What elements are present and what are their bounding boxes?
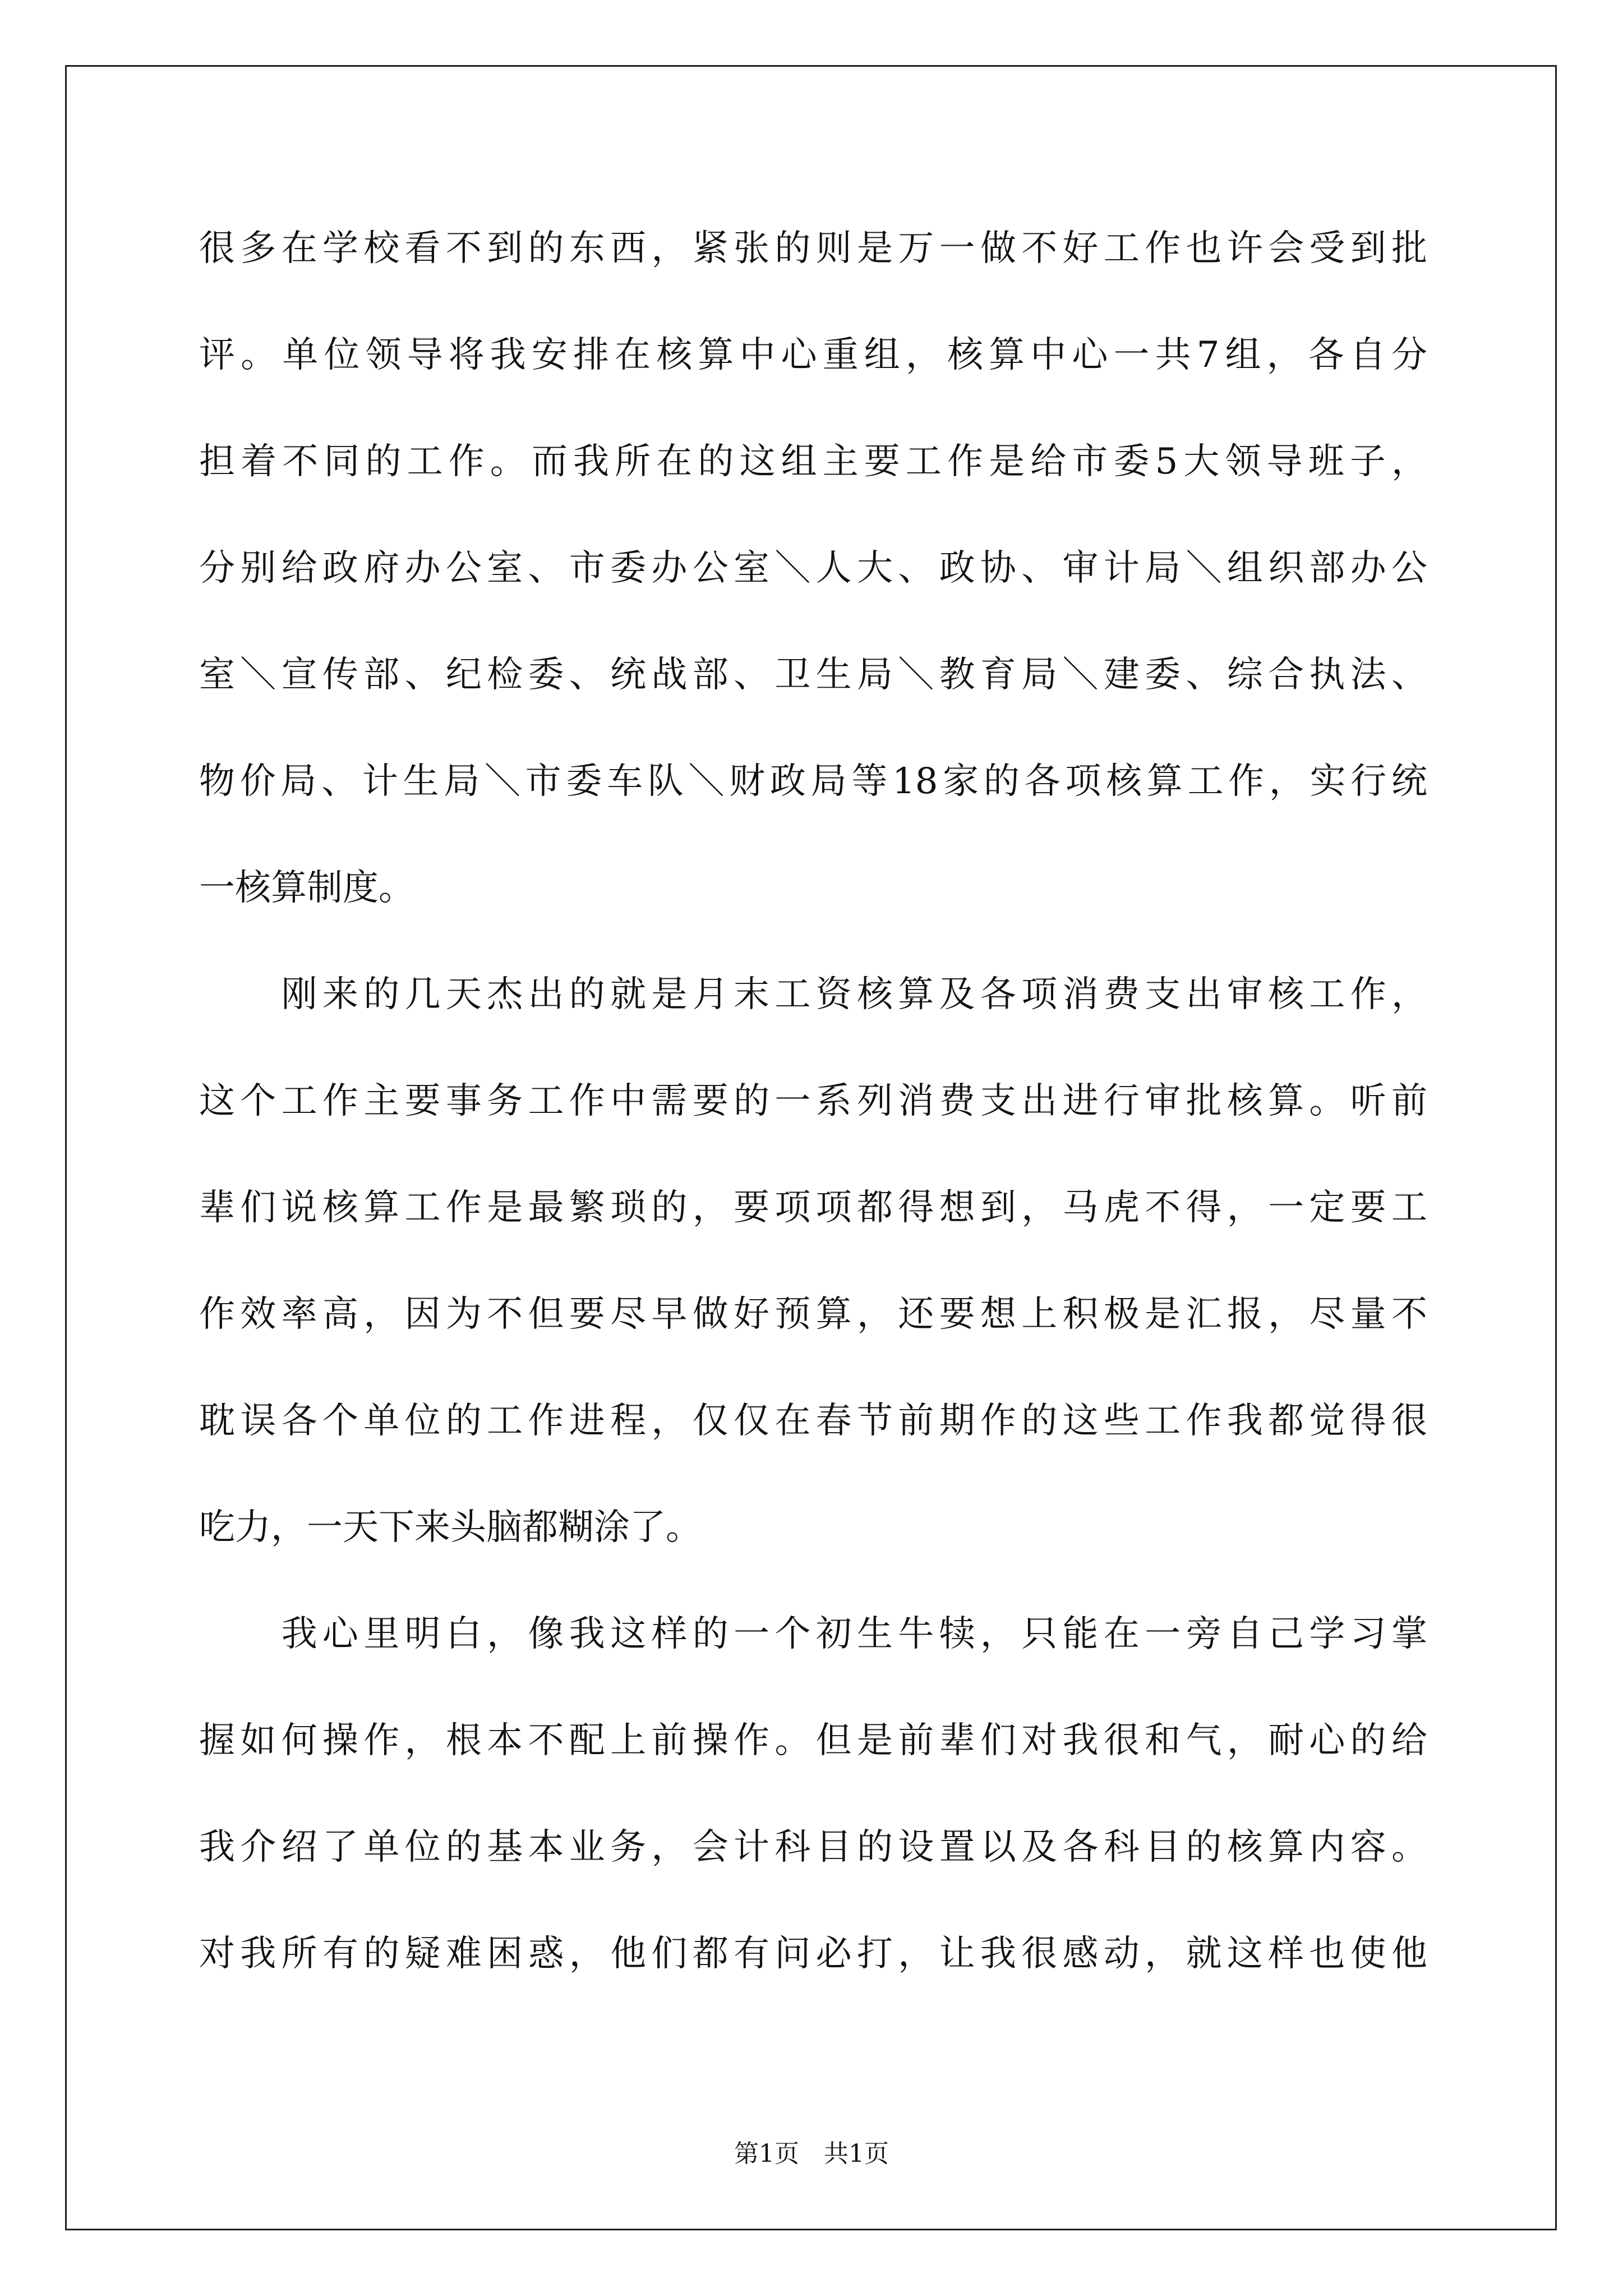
body-text-line: 这个工作主要事务工作中需要的一系列消费支出进行审批核算。听前 <box>199 1080 1427 1122</box>
body-text-line: 室＼宣传部、纪检委、统战部、卫生局＼教育局＼建委、综合执法、 <box>199 654 1427 696</box>
body-text-line: 握如何操作，根本不配上前操作。但是前辈们对我很和气，耐心的给 <box>199 1720 1427 1761</box>
body-text-line: 作效率高，因为不但要尽早做好预算，还要想上积极是汇报，尽量不 <box>199 1294 1427 1335</box>
body-text-line: 物价局、计生局＼市委车队＼财政局等18家的各项核算工作，实行统 <box>199 761 1427 802</box>
body-text-line: 耽误各个单位的工作进程，仅仅在春节前期作的这些工作我都觉得很 <box>199 1400 1427 1442</box>
body-text-line: 我介绍了单位的基本业务，会计科目的设置以及各科目的核算内容。 <box>199 1826 1427 1868</box>
body-text-line: 吃力，一天下来头脑都糊涂了。 <box>199 1507 702 1548</box>
body-text-line: 刚来的几天杰出的就是月末工资核算及各项消费支出审核工作， <box>199 974 1427 1015</box>
page-number-footer: 第1页 共1页 <box>734 2139 889 2168</box>
body-text-line: 分别给政府办公室、市委办公室＼人大、政协、审计局＼组织部办公 <box>199 547 1427 589</box>
body-text-line: 辈们说核算工作是最繁琐的，要项项都得想到，马虎不得，一定要工 <box>199 1187 1427 1228</box>
body-text-line: 对我所有的疑难困惑，他们都有问必打，让我很感动，就这样也使他 <box>199 1933 1427 1975</box>
body-text-line: 我心里明白，像我这样的一个初生牛犊，只能在一旁自己学习掌 <box>199 1613 1427 1655</box>
body-text-line: 一核算制度。 <box>199 867 414 909</box>
body-text-line: 很多在学校看不到的东西，紧张的则是万一做不好工作也许会受到批 <box>199 228 1427 269</box>
body-text-line: 担着不同的工作。而我所在的这组主要工作是给市委5大领导班子， <box>199 441 1427 482</box>
body-text-line: 评。单位领导将我安排在核算中心重组，核算中心一共7组，各自分 <box>199 334 1427 376</box>
